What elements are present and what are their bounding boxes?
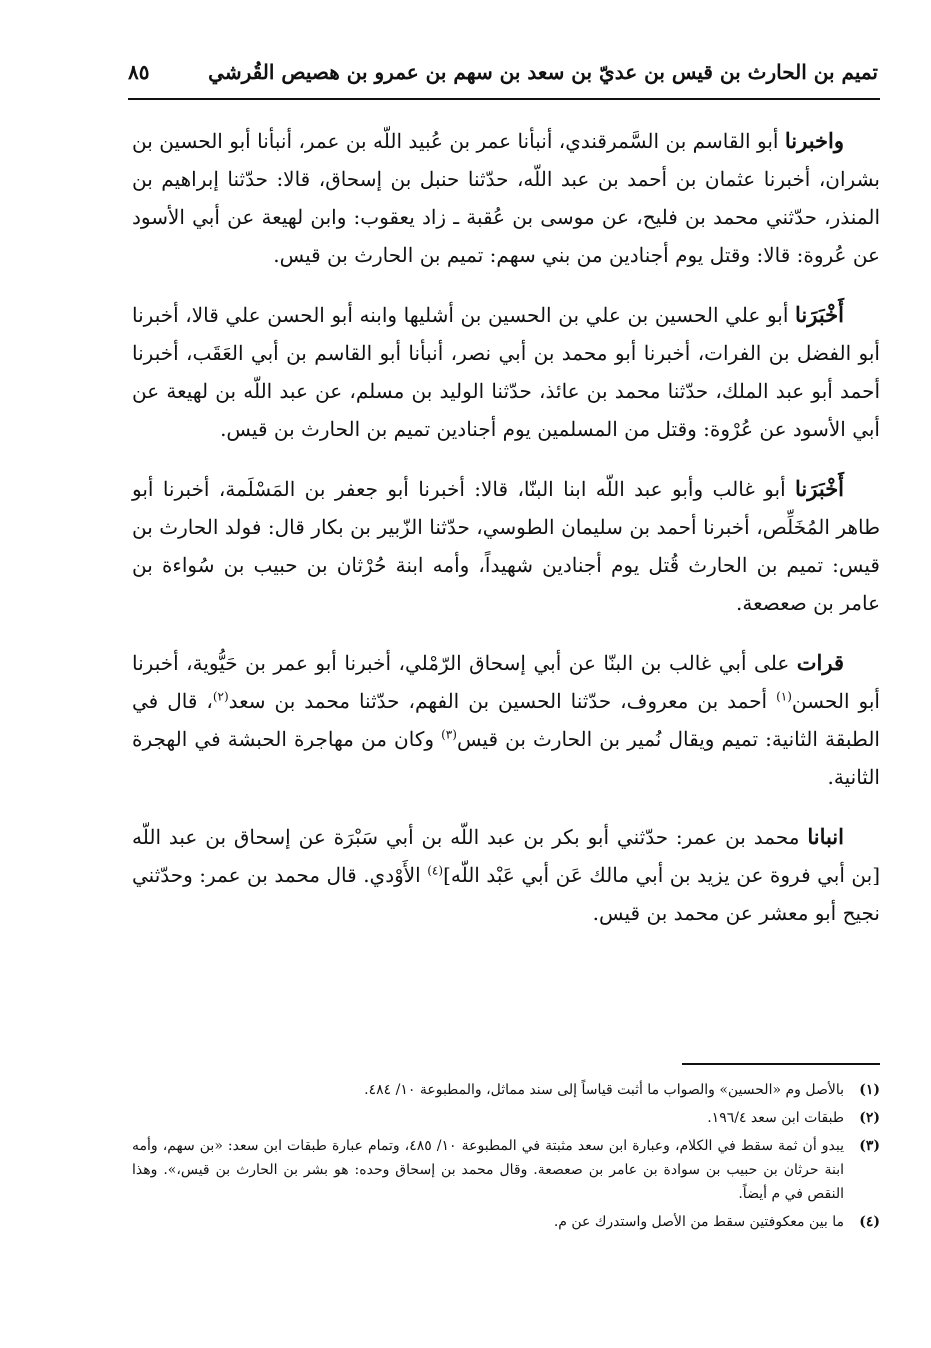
main-text: [132, 122, 880, 954]
paragraph-lead: أَخْبَرَنا: [795, 476, 845, 501]
paragraph-lead: قرات: [796, 650, 844, 675]
footnote-text: ما بين معكوفتين سقط من الأصل واستدرك عن م.: [553, 1214, 844, 1230]
footnote-number: (١): [859, 1082, 880, 1098]
paragraph-lead: انبانا: [807, 824, 844, 849]
paragraph-5: [132, 818, 880, 932]
footnote-text: بالأصل وم «الحسين» والصواب ما أثبت قياساً إلى سند مماثل، والمطبوعة ١٠/ ٤٨٤.: [364, 1082, 844, 1098]
paragraph-text: أبو علي الحسين بن علي بن الحسين بن أشليها وابنه أبو الحسن علي قالا، أخبرنا أبو الفضل بن الفرات، أخبرنا أبو محمد بن أبي نصر، أنبأنا أبو القاسم بن أبي العَقَب، أخبرنا أحمد أبو عبد الملك، حدّثنا محمد بن عائذ، حدّثنا الوليد بن مسلم، عن عبد اللّه بن لهيعة عن أبي الأسود عن عُرْوة: وقتل من المسلمين يوم أجنادين تميم بن الحارث بن قيس.: [132, 303, 880, 441]
footnote-1: [132, 1078, 880, 1102]
paragraph-lead: أَخْبَرَنا: [795, 302, 844, 327]
paragraph-text: أبو القاسم بن السَّمرقندي، أنبأنا عمر بن عُبيد اللّه بن عمر، أنبأنا أبو الحسين بن بشران، أخبرنا عثمان بن أحمد بن عبد اللّه، حدّثنا حنبل بن إسحاق، قالا: حدّثنا إبراهيم بن المنذر، حدّثني محمد بن فليح، عن موسى بن عُقبة ـ زاد يعقوب: وابن لهيعة عن أبي الأسود عن عُروة: قالا: وقتل يوم أجنادين من بني سهم: تميم بن الحارث بن قيس.: [132, 129, 880, 267]
footnote-ref-4[interactable]: (٤): [427, 863, 444, 878]
paragraph-4: [132, 644, 880, 796]
paragraph-text: محمد بن عمر: حدّثني أبو بكر بن عبد اللّه بن أبي سَبْرَة عن إسحاق بن عبد اللّه [بن أبي فروة عن يزيد بن أبي مالك عَن أبي عَبْد اللّه]: [132, 825, 880, 887]
paragraph-text: أحمد بن معروف، حدّثنا الحسين بن الفهم، حدّثنا محمد بن سعد: [228, 689, 777, 713]
paragraph-3: [132, 470, 880, 622]
footnote-number: (٣): [859, 1138, 880, 1154]
footnote-separator: [682, 1063, 880, 1065]
header-rule: [128, 98, 880, 100]
paragraph-lead: واخبرنا: [784, 128, 844, 153]
footnotes: [132, 1078, 880, 1238]
paragraph-2: [132, 296, 880, 448]
footnote-number: (٤): [859, 1214, 880, 1230]
paragraph-text: ، قال في الطبقة الثانية: تميم ويقال نُمير بن الحارث بن قيس: [132, 689, 880, 751]
page-number: ٨٥: [128, 60, 150, 84]
footnote-number: (٢): [859, 1110, 880, 1126]
footnote-text: طبقات ابن سعد ١٩٦/٤.: [707, 1110, 844, 1126]
footnote-ref-3[interactable]: (٣): [441, 727, 457, 742]
paragraph-1: [132, 122, 880, 274]
footnote-4: [132, 1210, 880, 1234]
footnote-2: [132, 1106, 880, 1130]
footnote-ref-1[interactable]: (١): [776, 689, 792, 704]
footnote-ref-2[interactable]: (٢): [212, 689, 229, 704]
footnote-3: [132, 1134, 880, 1206]
paragraph-text: وكان من مهاجرة الحبشة في الهجرة الثانية.: [132, 727, 880, 789]
paragraph-text: الأَوْدي. قال محمد بن عمر: وحدّثني نجيح أبو معشر عن محمد بن قيس.: [132, 863, 880, 925]
footnote-text: يبدو أن ثمة سقط في الكلام، وعبارة ابن سعد مثبتة في المطبوعة ١٠/ ٤٨٥، وتمام عبارة طبقات ابن سعد: «بن سهم، وأمه ابنة حرثان بن حبيب بن سوادة بن عامر بن صعصعة. وقال محمد بن إسحاق وحده: هو بشر بن الحارث بن قيس،». وهذا النقص في م أيضاً.: [132, 1138, 844, 1202]
page-header: [128, 56, 878, 96]
paragraph-text: على أبي غالب بن البنّا عن أبي إسحاق الرّمْلي، أخبرنا أبو عمر بن حَيُّوية، أخبرنا أبو الحسن: [132, 651, 880, 713]
running-title: تميم بن الحارث بن قيس بن عديّ بن سعد بن سهم بن عمرو بن هصيص القُرشي: [208, 60, 878, 84]
paragraph-text: أبو غالب وأبو عبد اللّه ابنا البنّا، قالا: أخبرنا أبو جعفر بن المَسْلَمة، أخبرنا أبو طاهر المُخَلِّص، أخبرنا أحمد بن سليمان الطوسي، حدّثنا الزّبير بن بكار قال: فولد الحارث بن قيس: تميم بن الحارث قُتل يوم أجنادين شهيداً، وأمه ابنة حُرْثان بن حبيب بن سُواءة بن عامر بن صعصعة.: [132, 477, 880, 615]
